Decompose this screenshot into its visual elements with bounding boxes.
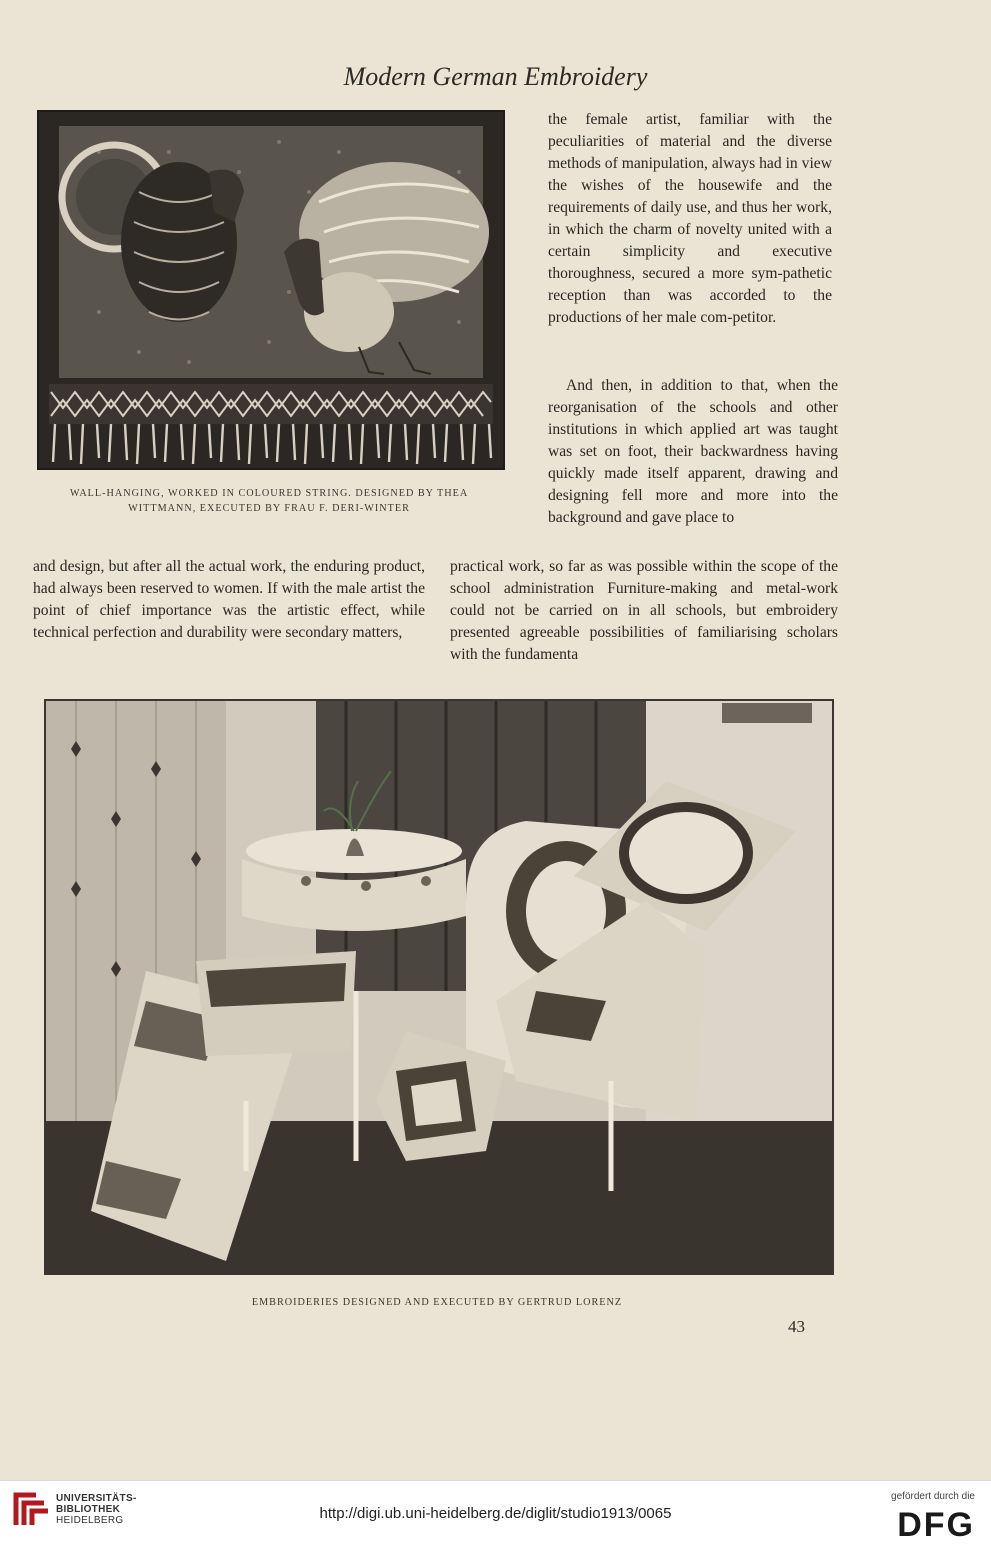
dfg-logo: DFG <box>897 1506 975 1544</box>
library-name-line: UNIVERSITÄTS- <box>56 1493 137 1504</box>
running-head: Modern German Embroidery <box>343 62 648 91</box>
digitization-footer <box>0 1480 991 1553</box>
paragraph-left-column-bottom: and design, but after all the actual work, the enduring product, had always been reserved to women. If with the male artist the point of chief importance was the artistic effect, while technical perfection and durability were secondary matters, <box>33 558 425 641</box>
page-number: 43 <box>788 1317 805 1336</box>
figure-caption-embroideries <box>44 1295 830 1310</box>
paragraph-right-column-top: the female artist, familiar with the peculiarities of material and the diverse methods of manipulation, always had in view the wishes of the housewife and the requirements of daily use, and thus her work, in which the charm of novelty united with a certain simplicity and executive thoroughness, secured a more sym-pathetic reception than was accorded to the productions of her male com-petitor. <box>548 111 832 326</box>
permalink-url[interactable]: http://digi.ub.uni-heidelberg.de/diglit/studio1913/0065 <box>319 1505 672 1522</box>
library-name-line: HEIDELBERG <box>56 1515 124 1526</box>
caption-line: WITTMANN, EXECUTED BY FRAU F. DERI-WINTER <box>128 503 410 514</box>
caption-line: EMBROIDERIES DESIGNED AND EXECUTED BY GERTRUD LORENZ <box>251 1297 623 1308</box>
paragraph-right-column-continued: And then, in addition to that, when the reorganisation of the schools and other institutions in which applied art was taught was set on foot, their backwardness having quickly made itself apparent, drawing and designing fell more and more into the background and gave place to <box>548 377 838 526</box>
embroideries-photo <box>44 699 834 1275</box>
funding-label: gefördert durch die <box>891 1491 975 1502</box>
figure-caption-wall-hanging <box>20 486 518 516</box>
caption-line: WALL-HANGING, WORKED IN COLOURED STRING. DESIGNED BY THEA <box>69 488 469 499</box>
wall-hanging-photo <box>37 110 505 470</box>
library-name-line: BIBLIOTHEK <box>56 1504 121 1515</box>
paragraph-right-column-bottom: practical work, so far as was possible within the scope of the school administration Furniture-making and metal-work could not be carried on in all schools, but embroidery presented agreeable possibilities of familiarising scholars with the fundamenta <box>450 558 838 663</box>
